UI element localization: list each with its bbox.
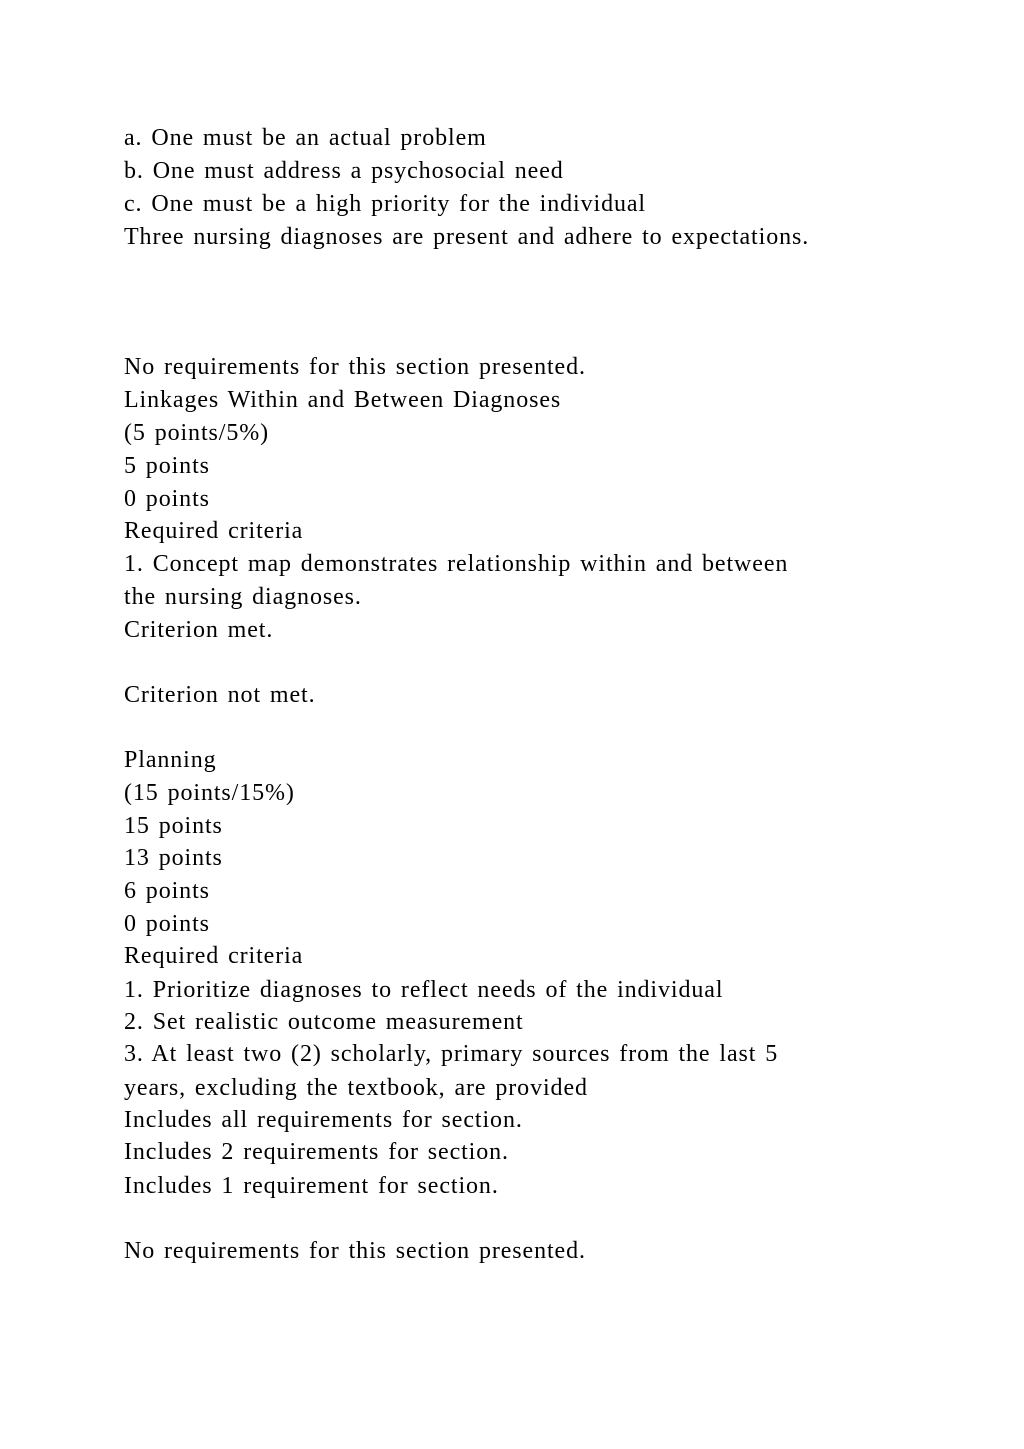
text-line: Required criteria xyxy=(124,943,304,969)
text-line: 13 points xyxy=(124,845,223,871)
text-line: No requirements for this section presented. xyxy=(124,354,586,380)
text-line: the nursing diagnoses. xyxy=(124,584,362,610)
text-line: 1. Prioritize diagnoses to reflect needs of the individual xyxy=(124,977,724,1003)
section-heading: Planning xyxy=(124,747,217,773)
text-line: Required criteria xyxy=(124,518,304,544)
text-line: 0 points xyxy=(124,486,210,512)
text-line: c. One must be a high priority for the individual xyxy=(124,191,647,217)
section-heading: Linkages Within and Between Diagnoses xyxy=(124,387,562,413)
text-line: Includes all requirements for section. xyxy=(124,1107,523,1133)
text-line: (5 points/5%) xyxy=(124,420,270,446)
text-line: b. One must address a psychosocial need xyxy=(124,158,564,184)
text-line: years, excluding the textbook, are provided xyxy=(124,1075,588,1101)
text-line: 3. At least two (2) scholarly, primary sources from the last 5 xyxy=(124,1041,779,1067)
text-line: Includes 2 requirements for section. xyxy=(124,1139,509,1165)
text-line: Criterion met. xyxy=(124,617,274,643)
text-line: Includes 1 requirement for section. xyxy=(124,1173,499,1199)
text-line: 15 points xyxy=(124,813,223,839)
text-line: (15 points/15%) xyxy=(124,780,295,806)
text-line: Criterion not met. xyxy=(124,682,316,708)
text-line: Three nursing diagnoses are present and adhere to expectations. xyxy=(124,224,810,250)
text-line: 5 points xyxy=(124,453,210,479)
text-line: No requirements for this section presented. xyxy=(124,1238,586,1264)
text-line: a. One must be an actual problem xyxy=(124,125,487,151)
text-line: 0 points xyxy=(124,911,210,937)
text-line: 2. Set realistic outcome measurement xyxy=(124,1009,524,1035)
text-line: 1. Concept map demonstrates relationship within and between xyxy=(124,551,789,577)
text-line: 6 points xyxy=(124,878,210,904)
